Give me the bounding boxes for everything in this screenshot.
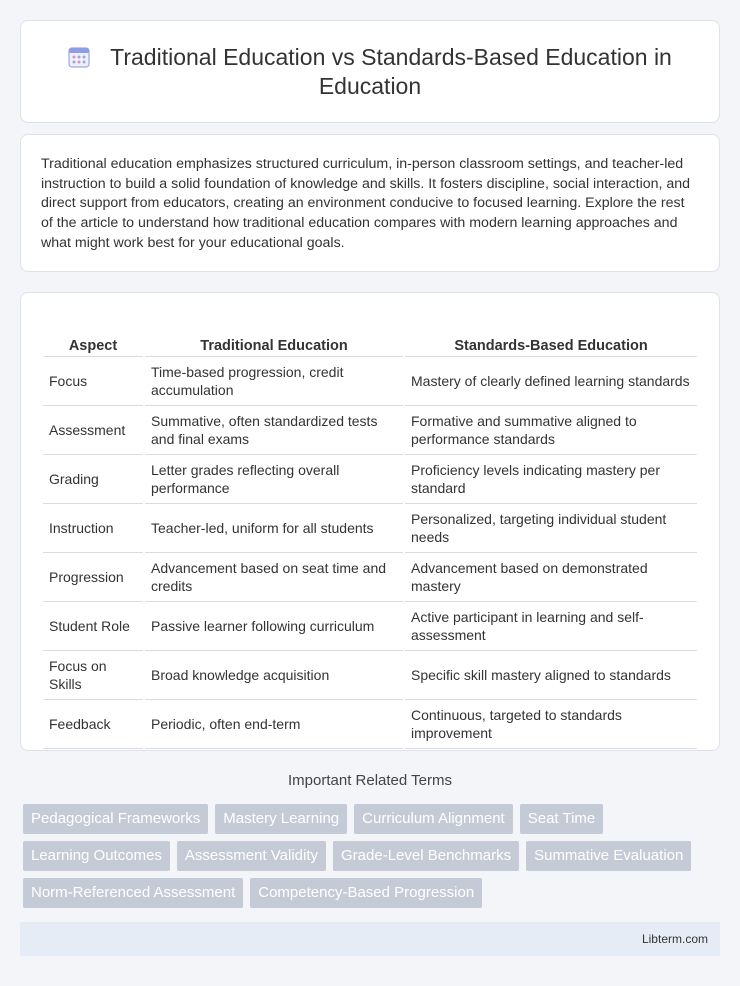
aspect-cell: Student Role: [43, 602, 143, 651]
traditional-cell: Teacher-led, uniform for all students: [145, 504, 403, 553]
column-header-standards-based: Standards-Based Education: [405, 313, 697, 357]
standards-cell: Active participant in learning and self-assessment: [405, 602, 697, 651]
related-term-tag[interactable]: Summative Evaluation: [526, 841, 691, 871]
table-row: [43, 357, 697, 406]
standards-cell: Formative and summative aligned to performance standards: [405, 406, 697, 455]
comparison-table: [41, 313, 699, 749]
table-header-row: [43, 313, 697, 357]
aspect-cell: Feedback: [43, 700, 143, 749]
table-row: [43, 406, 697, 455]
standards-cell: Mastery of clearly defined learning standards: [405, 357, 697, 406]
column-header-traditional: Traditional Education: [145, 313, 403, 357]
traditional-cell: Summative, often standardized tests and final exams: [145, 406, 403, 455]
aspect-cell: Focus: [43, 357, 143, 406]
table-row: [43, 553, 697, 602]
column-header-aspect: Aspect: [43, 313, 143, 357]
standards-cell: Advancement based on demonstrated mastery: [405, 553, 697, 602]
title-card: [20, 20, 720, 123]
intro-paragraph: Traditional education emphasizes structured curriculum, in-person classroom settings, and teacher-led instruction to build a solid foundation of knowledge and skills. It fosters discipline, social interaction, and direct support from educators, creating an environment conducive to focused learning. Explore the rest of the article to understand how traditional education compares with modern learning approaches and what might work best for your educational goals.: [41, 156, 691, 251]
footer: [20, 922, 720, 956]
table-row: [43, 651, 697, 700]
aspect-cell: Assessment: [43, 406, 143, 455]
standards-cell: Continuous, targeted to standards improvement: [405, 700, 697, 749]
related-terms-heading: Important Related Terms: [288, 772, 452, 789]
traditional-cell: Letter grades reflecting overall performance: [145, 455, 403, 504]
table-row: [43, 602, 697, 651]
related-term-tag[interactable]: Curriculum Alignment: [354, 804, 513, 834]
traditional-cell: Passive learner following curriculum: [145, 602, 403, 651]
traditional-cell: Broad knowledge acquisition: [145, 651, 403, 700]
page-title: [51, 43, 689, 101]
intro-card: [20, 134, 720, 272]
table-row: [43, 700, 697, 749]
related-term-tag[interactable]: Norm-Referenced Assessment: [23, 878, 243, 908]
related-term-tag[interactable]: Competency-Based Progression: [250, 878, 482, 908]
table-row: [43, 455, 697, 504]
related-term-tag[interactable]: Seat Time: [520, 804, 604, 834]
aspect-cell: Progression: [43, 553, 143, 602]
traditional-cell: Periodic, often end-term: [145, 700, 403, 749]
related-term-tag[interactable]: Mastery Learning: [215, 804, 347, 834]
aspect-cell: Grading: [43, 455, 143, 504]
traditional-cell: Advancement based on seat time and credits: [145, 553, 403, 602]
table-row: [43, 504, 697, 553]
aspect-cell: Focus on Skills: [43, 651, 143, 700]
comparison-card: [20, 292, 720, 751]
related-terms-list: [23, 804, 723, 915]
calendar-grid-icon: [68, 46, 90, 68]
standards-cell: Specific skill mastery aligned to standards: [405, 651, 697, 700]
related-term-tag[interactable]: Grade-Level Benchmarks: [333, 841, 519, 871]
related-term-tag[interactable]: Learning Outcomes: [23, 841, 170, 871]
aspect-cell: Instruction: [43, 504, 143, 553]
standards-cell: Personalized, targeting individual student needs: [405, 504, 697, 553]
page-title-text: Traditional Education vs Standards-Based Education in Education: [110, 43, 672, 99]
related-term-tag[interactable]: Pedagogical Frameworks: [23, 804, 208, 834]
footer-site-link[interactable]: Libterm.com: [641, 932, 708, 946]
standards-cell: Proficiency levels indicating mastery per standard: [405, 455, 697, 504]
traditional-cell: Time-based progression, credit accumulation: [145, 357, 403, 406]
related-term-tag[interactable]: Assessment Validity: [177, 841, 326, 871]
